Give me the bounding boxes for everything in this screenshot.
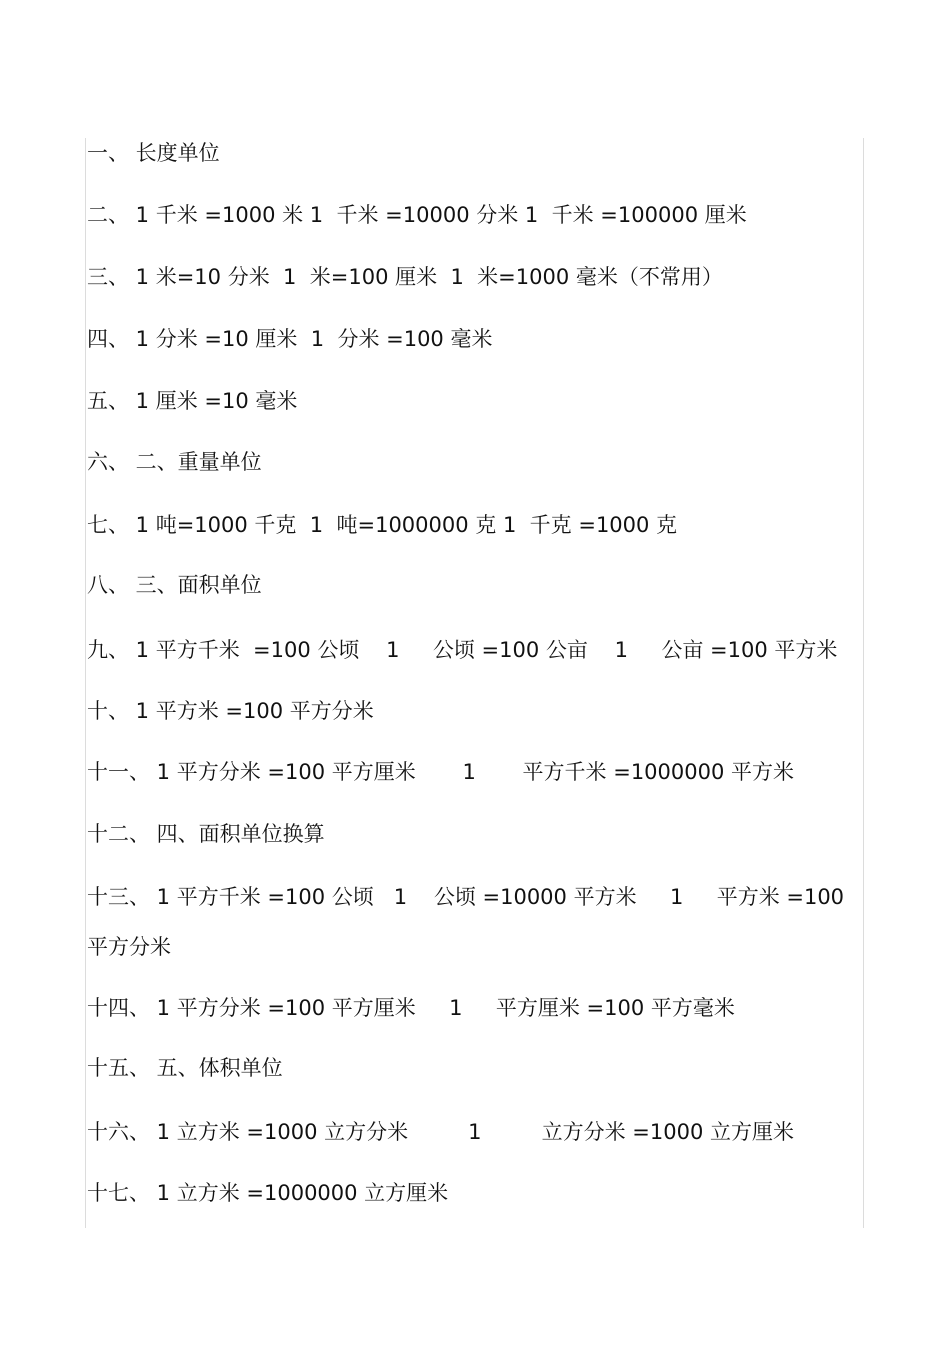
text-line-13: 十三、 1 平方千米 =100 公顷 1 公顷 =10000 平方米 1 平方米 =100 平方分米 <box>87 885 851 959</box>
text-line-14: 十四、 1 平方分米 =100 平方厘米 1 平方厘米 =100 平方毫米 <box>87 996 735 1020</box>
text-line-8: 八、 三、面积单位 <box>87 573 262 597</box>
text-line-9: 九、 1 平方千米 =100 公顷 1 公顷 =100 公亩 1 公亩 =100 平方米 <box>87 638 838 662</box>
text-line-3: 三、 1 米=10 分米 1 米=100 厘米 1 米=1000 毫米（不常用） <box>87 265 723 289</box>
text-line-15: 十五、 五、体积单位 <box>87 1056 283 1080</box>
left-margin-rule <box>85 138 86 1228</box>
text-line-16: 十六、 1 立方米 =1000 立方分米 1 立方分米 =1000 立方厘米 <box>87 1120 795 1144</box>
text-line-1: 一、 长度单位 <box>87 141 220 165</box>
text-line-12: 十二、 四、面积单位换算 <box>87 822 325 846</box>
right-margin-rule <box>863 138 864 1228</box>
text-line-2: 二、 1 千米 =1000 米 1 千米 =10000 分米 1 千米 =100000 厘米 <box>87 203 747 227</box>
text-line-6: 六、 二、重量单位 <box>87 450 262 474</box>
text-line-17: 十七、 1 立方米 =1000000 立方厘米 <box>87 1181 449 1205</box>
text-line-10: 十、 1 平方米 =100 平方分米 <box>87 699 374 723</box>
text-line-4: 四、 1 分米 =10 厘米 1 分米 =100 毫米 <box>87 327 493 351</box>
text-line-5: 五、 1 厘米 =10 毫米 <box>87 389 298 413</box>
text-line-7: 七、 1 吨=1000 千克 1 吨=1000000 克 1 千克 =1000 克 <box>87 513 678 537</box>
text-line-11: 十一、 1 平方分米 =100 平方厘米 1 平方千米 =1000000 平方米 <box>87 760 795 784</box>
